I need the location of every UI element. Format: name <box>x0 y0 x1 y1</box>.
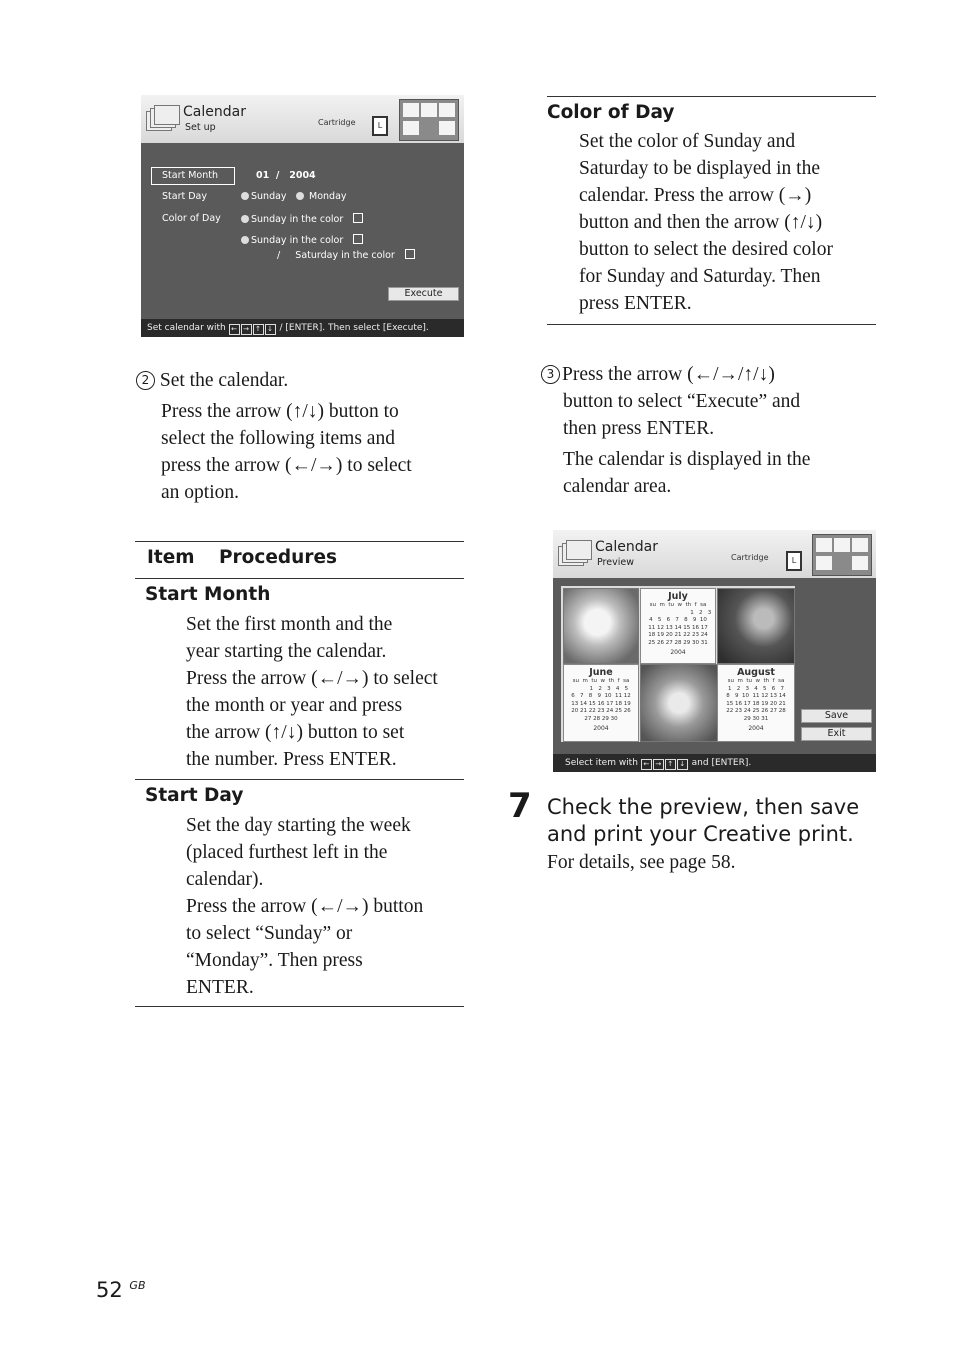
step7-heading: Check the preview, then save and print your Creative print. <box>547 795 860 846</box>
right-key-icon: → <box>241 324 252 335</box>
step2-lead: 2 Set the calendar. <box>136 367 288 394</box>
start-month-procedure: Set the first month and the year starting the calendar. Press the arrow (←/→) to select the month or year and press the arrow (↑/↓) button to set the number. Press ENTER. <box>186 614 438 770</box>
color-sunday-option-2[interactable]: Sunday in the color <box>241 234 363 246</box>
step3-result: The calendar is displayed in the calendar area. <box>563 449 811 497</box>
photo-garden <box>717 588 795 664</box>
photo-food <box>640 664 718 742</box>
region-code: GB <box>129 1279 146 1292</box>
step3-text: 3 Press the arrow (←/→/↑/↓) <box>541 361 775 388</box>
step3-marker: 3 <box>541 365 560 384</box>
color-of-day-procedure: Set the color of Sunday and Saturday to be displayed in the calendar. Press the arrow (→) button and then the arrow (↑/↓) button to select the desired color for Sunday and Saturday. Then press ENTER. <box>579 131 833 314</box>
color-of-day-heading: Color of Day <box>547 102 675 123</box>
step2-body: Press the arrow (↑/↓) button to select the following items and press the arrow (←/→) to select an option. <box>161 401 412 503</box>
color-sunday-option-1[interactable]: Sunday in the color <box>241 213 363 225</box>
radio-icon <box>241 215 249 223</box>
layout-thumbnail-icon <box>812 534 872 576</box>
calendar-setup-screenshot <box>141 95 464 337</box>
calendar-preview-screenshot <box>553 530 876 772</box>
start-day-monday-option[interactable]: Monday <box>296 191 347 202</box>
left-key-icon: ← <box>229 324 240 335</box>
screen-title: Calendar <box>183 104 246 120</box>
month-calendar-july: July su m tu w th f sa 1 2 3 4 5 6 7 8 9 10 11 12 13 14 15 16 17 18 19 20 21 22 23 24 25 26 27 28 29 30 31 2004 <box>640 588 716 664</box>
cartridge-label: Cartridge <box>318 118 356 127</box>
step7-number: 7 <box>508 786 532 826</box>
down-key-icon: ↓ <box>265 324 276 335</box>
calendar-app-icon <box>146 105 178 131</box>
column-header-item: Item <box>147 547 195 568</box>
color-of-day-bottom-rule <box>547 324 876 325</box>
month-calendar-august: August su m tu w th f sa 1 2 3 4 5 6 7 8 9 10 11 12 13 14 15 16 17 18 19 20 21 22 23 24 25 26 27 28 29 30 31 2004 <box>717 664 795 742</box>
color-swatch-icon <box>353 234 363 244</box>
radio-icon <box>241 192 249 200</box>
cartridge-icon: L <box>372 116 388 136</box>
column-header-procedures: Procedures <box>219 547 338 568</box>
screen-subtitle: Preview <box>597 557 634 568</box>
up-key-icon: ↑ <box>665 759 676 770</box>
table-header-rule <box>135 578 464 579</box>
right-key-icon: → <box>653 759 664 770</box>
exit-button[interactable]: Exit <box>801 727 872 741</box>
month-calendar-june: June su m tu w th f sa 1 2 3 4 5 6 7 8 9 10 11 12 13 14 15 16 17 18 19 20 21 22 23 24 25 26 27 28 29 30 2004 <box>563 664 639 742</box>
table-row-rule <box>135 779 464 780</box>
status-bar: Set calendar with ← → ↑ ↓ / [ENTER]. Then select [Execute]. <box>141 319 464 337</box>
start-month-heading: Start Month <box>145 584 271 605</box>
photo-flower <box>563 588 639 664</box>
cartridge-label: Cartridge <box>731 553 769 562</box>
left-key-icon: ← <box>641 759 652 770</box>
radio-icon <box>241 236 249 244</box>
save-button[interactable]: Save <box>801 709 872 723</box>
down-key-icon: ↓ <box>677 759 688 770</box>
cartridge-icon: L <box>786 551 802 571</box>
start-day-sunday-option[interactable]: Sunday <box>241 191 287 202</box>
screen-title: Calendar <box>595 539 658 555</box>
start-day-label: Start Day <box>162 191 207 202</box>
layout-thumbnail-icon <box>399 99 459 141</box>
radio-icon <box>296 192 304 200</box>
up-key-icon: ↑ <box>253 324 264 335</box>
status-bar: Select item with ← → ↑ ↓ and [ENTER]. <box>553 754 876 772</box>
color-of-day-label: Color of Day <box>162 213 221 224</box>
color-saturday-option[interactable]: / Saturday in the color <box>277 249 415 261</box>
start-month-value[interactable]: 01 / 2004 <box>256 170 316 181</box>
table-bottom-rule <box>135 1006 464 1007</box>
table-top-rule <box>135 541 464 542</box>
start-day-procedure: Set the day starting the week (placed furthest left in the calendar). Press the arrow (←/→) button to select “Sunday” or “Monday”. Then press ENTER. <box>186 815 424 998</box>
step2-marker: 2 <box>136 371 155 390</box>
color-of-day-top-rule <box>547 96 876 97</box>
page-number: 52 $^{GB}$ <box>96 1278 146 1302</box>
color-swatch-icon <box>353 213 363 223</box>
step3-text-cont: button to select “Execute” and then press ENTER. <box>563 391 801 439</box>
calendar-app-icon <box>558 540 590 566</box>
screen-subtitle: Set up <box>185 122 216 133</box>
start-month-label: Start Month <box>162 170 219 181</box>
step7-note: For details, see page 58. <box>547 852 736 873</box>
color-swatch-icon <box>405 249 415 259</box>
execute-button[interactable]: Execute <box>388 287 459 301</box>
start-day-heading: Start Day <box>145 785 244 806</box>
